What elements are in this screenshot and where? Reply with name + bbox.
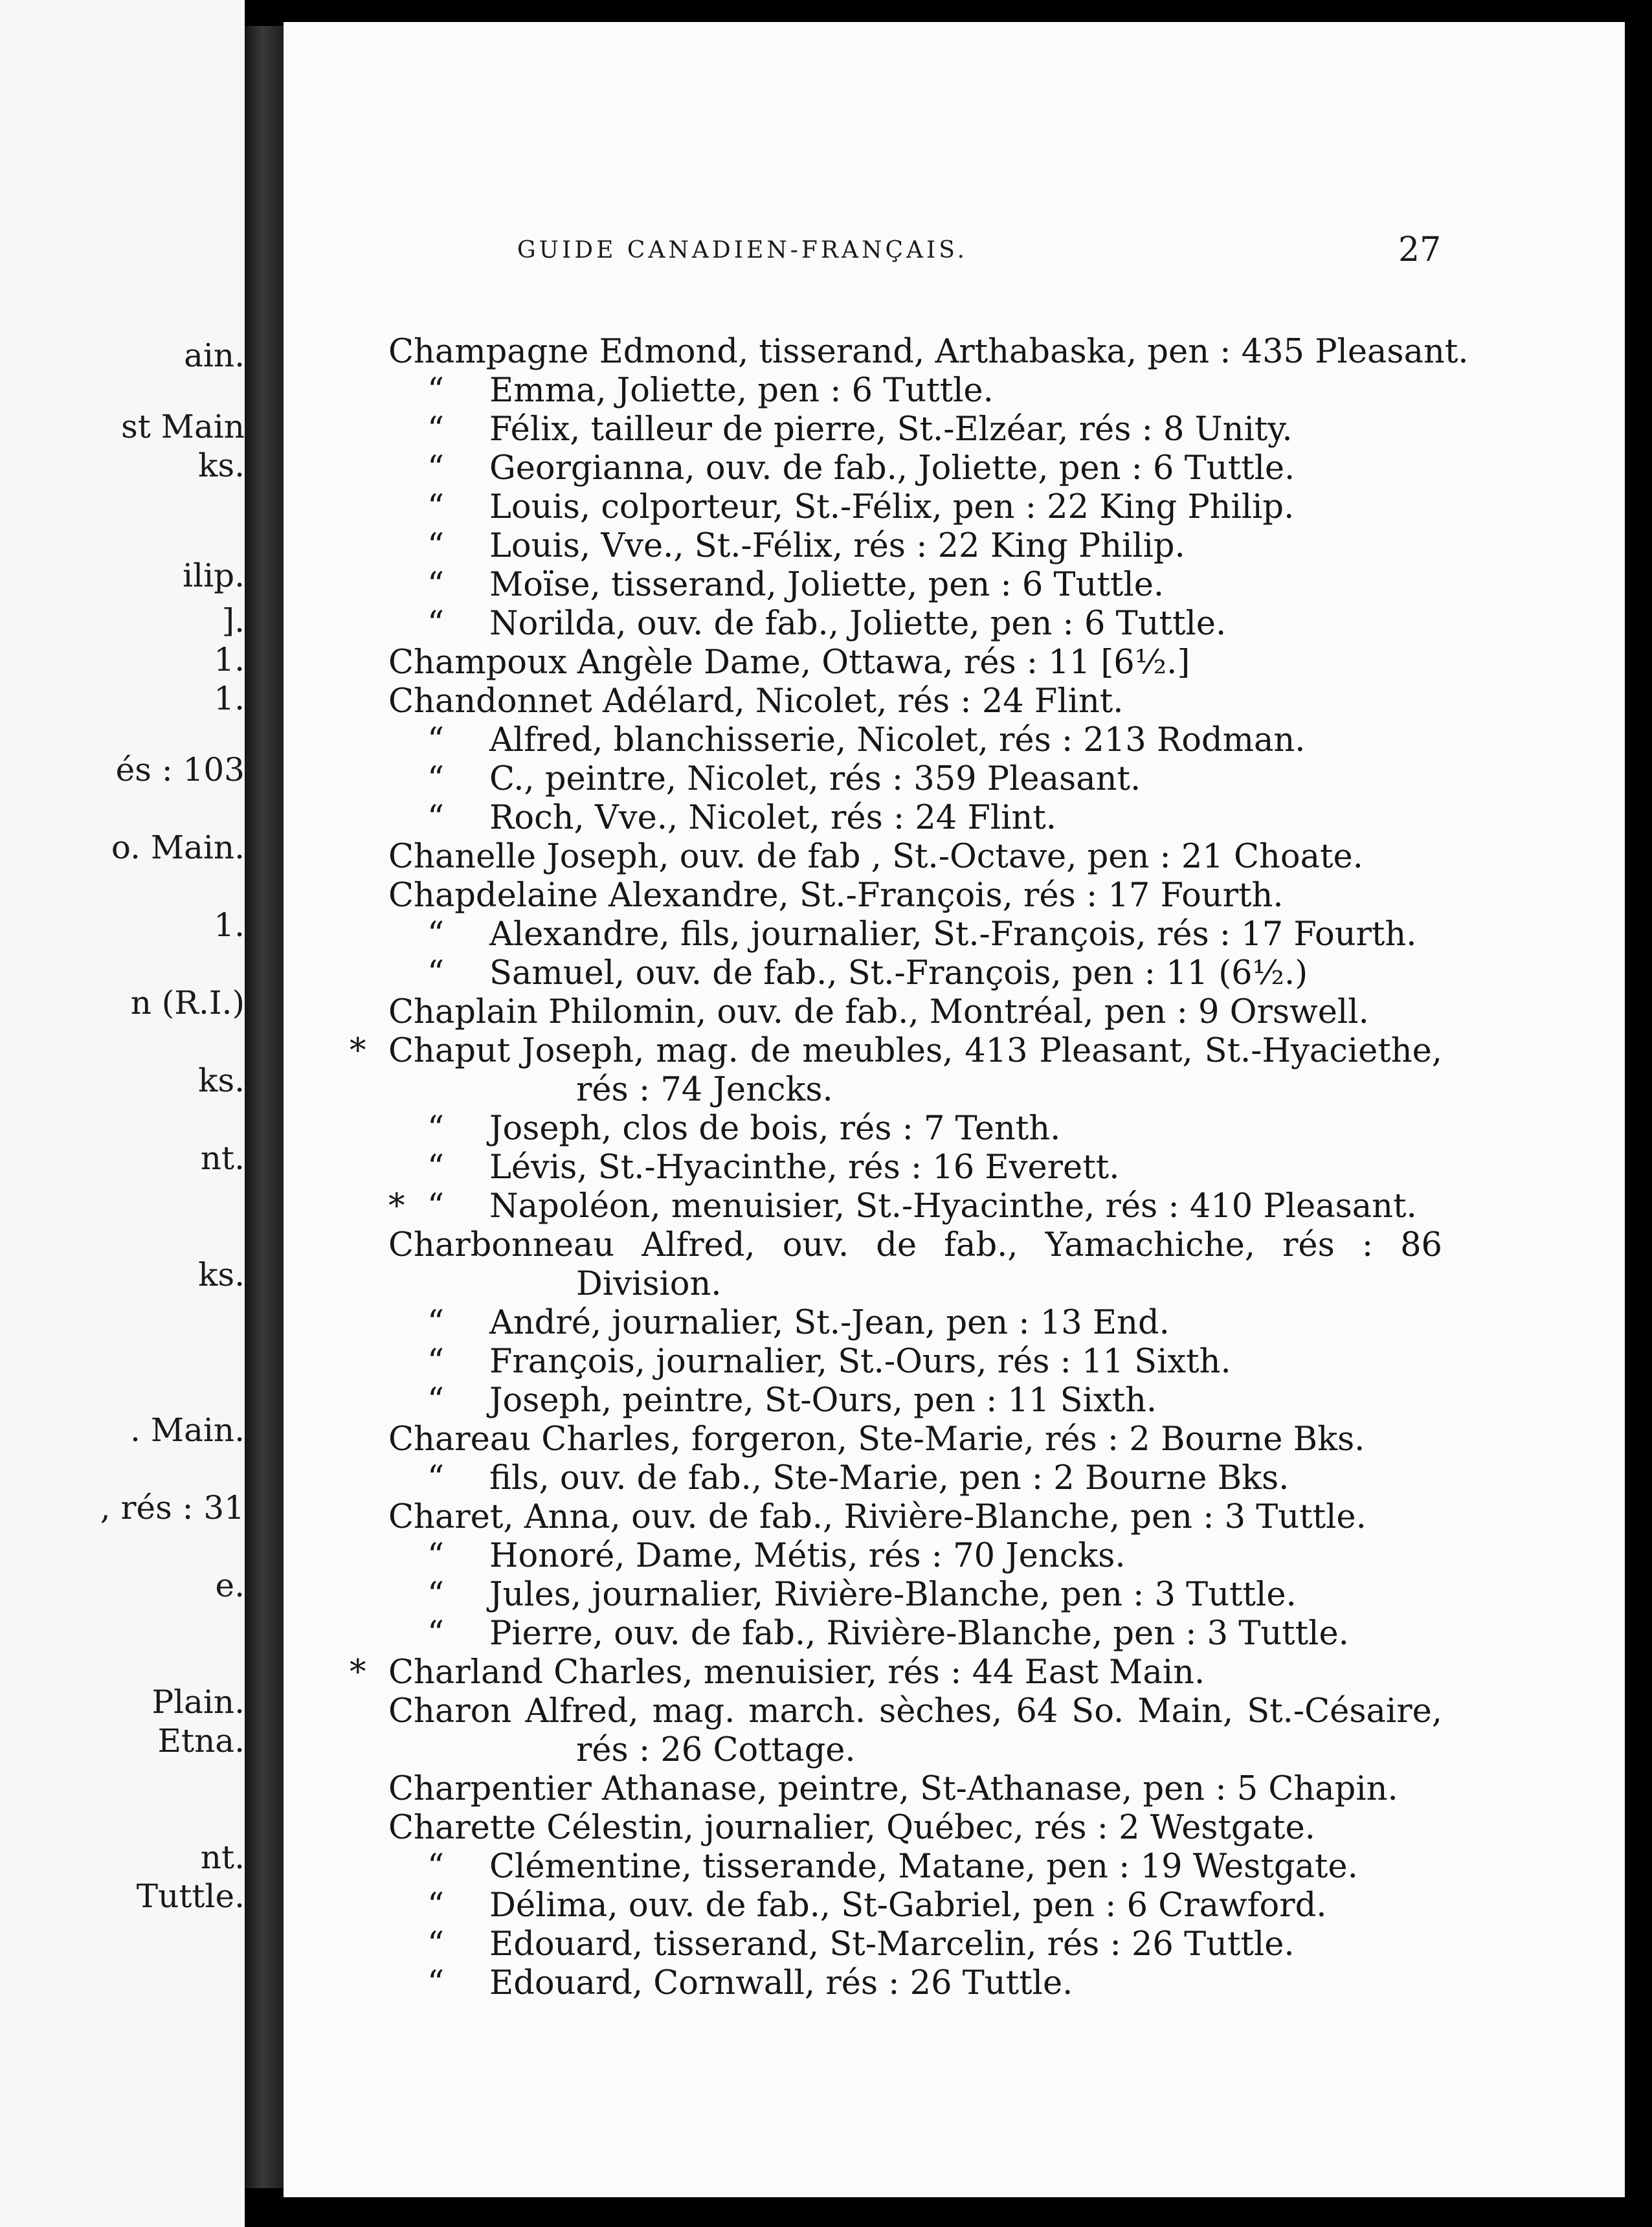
- ditto-mark: “: [427, 1304, 445, 1342]
- sub-entry-line: [427, 1848, 1442, 1886]
- sub-entry-line: [427, 1343, 1442, 1382]
- entry-line: [388, 1226, 1442, 1265]
- entry-text: rés : 74 Jencks.: [576, 1071, 833, 1109]
- ditto-mark: “: [427, 1964, 445, 2002]
- left-page-fragment: ilip.: [183, 557, 245, 594]
- entry-line: [388, 838, 1442, 877]
- entry-line: [388, 877, 1442, 915]
- page-number: 27: [1398, 230, 1442, 269]
- left-page-fragment: e.: [215, 1567, 245, 1604]
- asterisk-marker: *: [350, 1032, 366, 1070]
- sub-entry-line: [427, 721, 1442, 760]
- entry-text: François, journalier, St.-Ours, rés : 11 Sixth.: [489, 1343, 1231, 1381]
- sub-entry-line: [427, 566, 1442, 605]
- left-page-fragment: , rés : 31: [100, 1489, 245, 1527]
- sub-entry-line: [427, 605, 1442, 643]
- ditto-mark: “: [427, 1537, 445, 1575]
- entry-text: Chanelle Joseph, ouv. de fab , St.-Octave, pen : 21 Choate.: [388, 838, 1363, 876]
- ditto-mark: “: [427, 915, 445, 954]
- entry-text: Norilda, ouv. de fab., Joliette, pen : 6 Tuttle.: [489, 605, 1227, 643]
- entry-text: Honoré, Dame, Métis, rés : 70 Jencks.: [489, 1537, 1126, 1575]
- left-page-edge: [0, 0, 245, 2227]
- entry-continuation: [576, 1731, 856, 1770]
- entry-text: Napoléon, menuisier, St.-Hyacinthe, rés : 410 Pleasant.: [489, 1187, 1417, 1225]
- sub-entry-line: [388, 1187, 1442, 1226]
- entry-line: [388, 682, 1442, 721]
- entry-text: Georgianna, ouv. de fab., Joliette, pen : 6 Tuttle.: [489, 449, 1295, 487]
- entry-line: [388, 1692, 1442, 1731]
- entry-text: fils, ouv. de fab., Ste-Marie, pen : 2 Bourne Bks.: [489, 1459, 1289, 1497]
- ditto-mark: “: [427, 1382, 445, 1420]
- entry-text: rés : 26 Cottage.: [576, 1731, 856, 1769]
- entry-text: Jules, journalier, Rivière-Blanche, pen : 3 Tuttle.: [489, 1576, 1297, 1614]
- asterisk-marker: *: [388, 1187, 405, 1225]
- ditto-mark: “: [427, 488, 445, 526]
- entry-text: Edouard, Cornwall, rés : 26 Tuttle.: [489, 1964, 1073, 2002]
- ditto-mark: “: [427, 605, 445, 643]
- entry-text: Charpentier Athanase, peintre, St-Athanase, pen : 5 Chapin.: [388, 1770, 1398, 1808]
- sub-entry-line: [427, 1304, 1442, 1343]
- left-page-fragment: Etna.: [157, 1722, 245, 1760]
- sub-entry-line: [427, 1148, 1442, 1187]
- sub-entry-line: [427, 1576, 1442, 1615]
- entry-line: [388, 1420, 1442, 1459]
- entry-text: Alfred, blanchisserie, Nicolet, rés : 213 Rodman.: [489, 721, 1306, 759]
- left-page-fragment: o. Main.: [111, 829, 245, 866]
- sub-entry-line: [427, 527, 1442, 566]
- entry-text: André, journalier, St.-Jean, pen : 13 End.: [489, 1304, 1170, 1342]
- ditto-mark: “: [427, 566, 445, 604]
- entry-text: Lévis, St.-Hyacinthe, rés : 16 Everett.: [489, 1148, 1120, 1187]
- entry-text: Champagne Edmond, tisserand, Arthabaska, pen : 435 Pleasant.: [388, 333, 1469, 371]
- sub-entry-line: [427, 1110, 1442, 1148]
- ditto-mark: “: [427, 1148, 445, 1187]
- sub-entry-line: [427, 954, 1442, 993]
- entry-text: Charland Charles, menuisier, rés : 44 East Main.: [388, 1653, 1205, 1692]
- sub-entry-line: [427, 1382, 1442, 1420]
- sub-entry-line: [427, 488, 1442, 527]
- entry-continuation: [576, 1265, 722, 1304]
- ditto-mark: “: [427, 372, 445, 410]
- ditto-mark: “: [427, 1110, 445, 1148]
- book-gutter: [245, 26, 284, 2188]
- entry-text: Joseph, peintre, St-Ours, pen : 11 Sixth.: [489, 1382, 1157, 1420]
- entry-text: Charet, Anna, ouv. de fab., Rivière-Blanche, pen : 3 Tuttle.: [388, 1498, 1367, 1536]
- left-page-fragment: ks.: [198, 447, 245, 484]
- left-page-fragment: Plain.: [151, 1683, 245, 1721]
- left-page-fragment: ain.: [184, 337, 245, 374]
- ditto-mark: “: [427, 410, 445, 449]
- entry-text: Charette Célestin, journalier, Québec, rés : 2 Westgate.: [388, 1809, 1315, 1847]
- entry-text: Division.: [576, 1265, 722, 1303]
- ditto-mark: “: [427, 1576, 445, 1614]
- sub-entry-line: [427, 1964, 1442, 2003]
- sub-entry-line: [427, 1925, 1442, 1964]
- running-head: GUIDE CANADIEN-FRANÇAIS.: [517, 237, 968, 263]
- entry-text: C., peintre, Nicolet, rés : 359 Pleasant.: [489, 760, 1141, 798]
- entry-text: Chaplain Philomin, ouv. de fab., Montréal, pen : 9 Orswell.: [388, 993, 1369, 1031]
- entry-line: [350, 1032, 1442, 1071]
- entry-text: Alexandre, fils, journalier, St.-François, rés : 17 Fourth.: [489, 915, 1417, 954]
- ditto-mark: “: [427, 1925, 445, 1964]
- ditto-mark: “: [427, 760, 445, 798]
- entry-line: [388, 643, 1442, 682]
- entry-text: Roch, Vve., Nicolet, rés : 24 Flint.: [489, 799, 1057, 837]
- ditto-mark: “: [427, 954, 445, 992]
- entry-text: Joseph, clos de bois, rés : 7 Tenth.: [489, 1110, 1061, 1148]
- sub-entry-line: [427, 799, 1442, 838]
- entry-text: Pierre, ouv. de fab., Rivière-Blanche, pen : 3 Tuttle.: [489, 1615, 1349, 1653]
- entry-text: Moïse, tisserand, Joliette, pen : 6 Tuttle.: [489, 566, 1165, 604]
- entry-text: Chandonnet Adélard, Nicolet, rés : 24 Flint.: [388, 682, 1124, 721]
- entry-text: Louis, Vve., St.-Félix, rés : 22 King Philip.: [489, 527, 1185, 565]
- entry-text: Clémentine, tisserande, Matane, pen : 19 Westgate.: [489, 1848, 1358, 1886]
- left-page-fragment: ks.: [198, 1256, 245, 1293]
- entry-text: Charon Alfred, mag. march. sèches, 64 So. Main, St.-Césaire,: [388, 1692, 1442, 1730]
- entry-text: Samuel, ouv. de fab., St.-François, pen : 11 (6½.): [489, 954, 1308, 992]
- left-page-fragment: 1.: [214, 680, 245, 717]
- entry-text: Chareau Charles, forgeron, Ste-Marie, rés : 2 Bourne Bks.: [388, 1420, 1365, 1459]
- sub-entry-line: [427, 1615, 1442, 1653]
- ditto-mark: “: [427, 1187, 445, 1225]
- ditto-mark: “: [427, 799, 445, 837]
- left-page-fragment: ks.: [198, 1062, 245, 1099]
- entry-text: Félix, tailleur de pierre, St.-Elzéar, rés : 8 Unity.: [489, 410, 1293, 449]
- sub-entry-line: [427, 760, 1442, 799]
- sub-entry-line: [427, 449, 1442, 488]
- entry-line: [388, 993, 1442, 1032]
- sub-entry-line: [427, 372, 1442, 410]
- left-page-fragment: Tuttle.: [136, 1877, 245, 1915]
- entry-text: Charbonneau Alfred, ouv. de fab., Yamachiche, rés : 86: [388, 1226, 1442, 1264]
- entry-line: [350, 1653, 1442, 1692]
- sub-entry-line: [427, 1886, 1442, 1925]
- entry-text: Chapdelaine Alexandre, St.-François, rés : 17 Fourth.: [388, 877, 1284, 915]
- entry-text: Délima, ouv. de fab., St-Gabriel, pen : 6 Crawford.: [489, 1886, 1327, 1925]
- ditto-mark: “: [427, 527, 445, 565]
- sub-entry-line: [427, 915, 1442, 954]
- sub-entry-line: [427, 1459, 1442, 1498]
- entry-line: [388, 1770, 1442, 1809]
- ditto-mark: “: [427, 1459, 445, 1497]
- ditto-mark: “: [427, 1848, 445, 1886]
- entry-line: [388, 333, 1469, 372]
- left-page-fragment: 1.: [214, 906, 245, 944]
- left-page-fragment: st Main: [121, 408, 245, 445]
- ditto-mark: “: [427, 721, 445, 759]
- ditto-mark: “: [427, 1886, 445, 1925]
- ditto-mark: “: [427, 449, 445, 487]
- ditto-mark: “: [427, 1615, 445, 1653]
- left-page-fragment: . Main.: [130, 1411, 245, 1449]
- left-page-fragment: és : 103: [115, 751, 245, 789]
- asterisk-marker: *: [350, 1653, 366, 1692]
- entry-text: Louis, colporteur, St.-Félix, pen : 22 King Philip.: [489, 488, 1295, 526]
- entry-line: [388, 1498, 1442, 1537]
- left-page-fragment: nt.: [200, 1839, 245, 1876]
- sub-entry-line: [427, 410, 1442, 449]
- entry-continuation: [576, 1071, 833, 1110]
- left-page-fragment: n (R.I.): [130, 984, 245, 1022]
- left-page-fragment: nt.: [200, 1139, 245, 1177]
- sub-entry-line: [427, 1537, 1442, 1576]
- left-page-fragment: 1.: [214, 641, 245, 678]
- entry-text: Emma, Joliette, pen : 6 Tuttle.: [489, 372, 994, 410]
- entry-text: Champoux Angèle Dame, Ottawa, rés : 11 [6½.]: [388, 643, 1190, 682]
- entry-line: [388, 1809, 1442, 1848]
- ditto-mark: “: [427, 1343, 445, 1381]
- entry-text: Chaput Joseph, mag. de meubles, 413 Pleasant, St.-Hyaciethe,: [388, 1032, 1442, 1070]
- entry-text: Edouard, tisserand, St-Marcelin, rés : 26 Tuttle.: [489, 1925, 1295, 1964]
- left-page-fragment: ].: [221, 602, 245, 640]
